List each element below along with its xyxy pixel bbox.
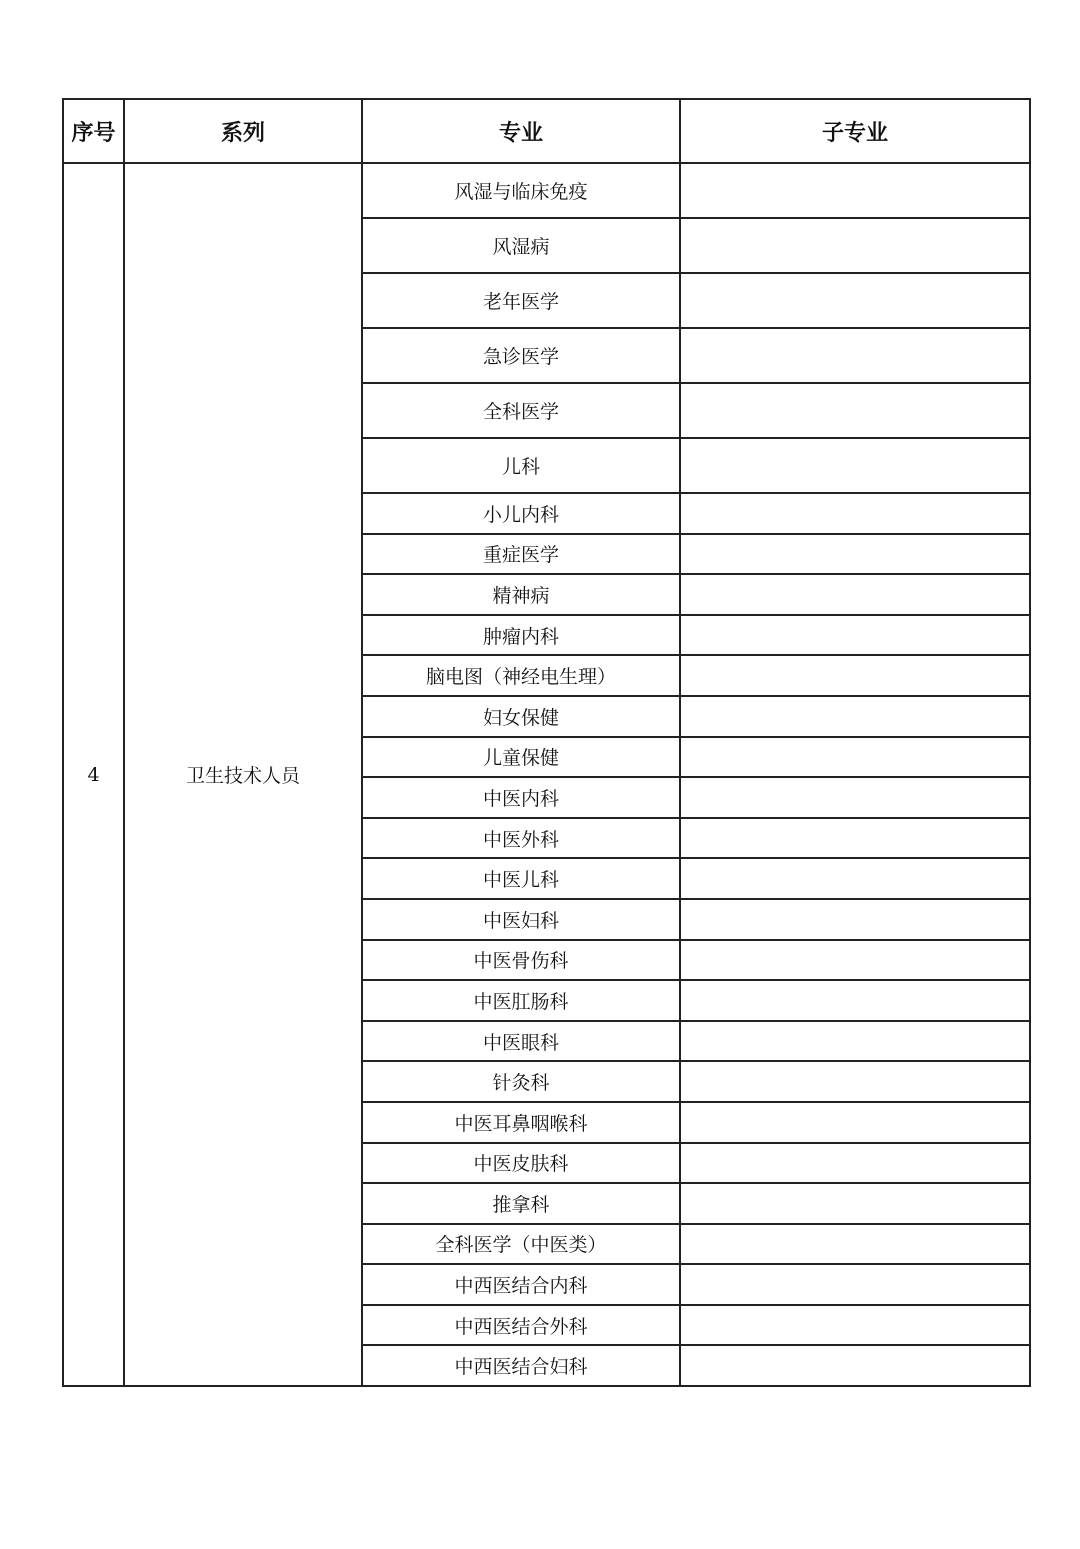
specialty-cell: 中医外科 [362, 818, 680, 859]
sub-specialty-cell [680, 493, 1030, 534]
sub-specialty-cell [680, 655, 1030, 696]
specialty-cell: 肿瘤内科 [362, 615, 680, 656]
sub-specialty-cell [680, 438, 1030, 493]
group-seq-cell: 4 [63, 163, 124, 1386]
sub-specialty-cell [680, 777, 1030, 818]
specialty-cell: 妇女保健 [362, 696, 680, 737]
sub-specialty-cell [680, 163, 1030, 218]
group-series-cell: 卫生技术人员 [124, 163, 362, 1386]
specialty-cell: 风湿与临床免疫 [362, 163, 680, 218]
sub-specialty-cell [680, 574, 1030, 615]
sub-specialty-cell [680, 858, 1030, 899]
sub-specialty-cell [680, 1264, 1030, 1305]
table-body [63, 163, 1030, 1386]
specialty-cell: 急诊医学 [362, 328, 680, 383]
specialty-cell: 脑电图（神经电生理） [362, 655, 680, 696]
header-series: 系列 [124, 99, 362, 163]
sub-specialty-cell [680, 615, 1030, 656]
specialty-cell: 全科医学（中医类） [362, 1224, 680, 1265]
specialty-cell: 全科医学 [362, 383, 680, 438]
specialty-cell: 中医肛肠科 [362, 980, 680, 1021]
specialty-cell: 中西医结合妇科 [362, 1345, 680, 1386]
specialty-cell: 儿科 [362, 438, 680, 493]
specialty-cell: 中医内科 [362, 777, 680, 818]
sub-specialty-cell [680, 940, 1030, 981]
header-row [63, 99, 1030, 163]
specialty-cell: 针灸科 [362, 1061, 680, 1102]
specialty-cell: 小儿内科 [362, 493, 680, 534]
table-header [63, 99, 1030, 163]
sub-specialty-cell [680, 1143, 1030, 1184]
sub-specialty-cell [680, 534, 1030, 575]
sub-specialty-cell [680, 980, 1030, 1021]
specialty-cell: 风湿病 [362, 218, 680, 273]
sub-specialty-cell [680, 696, 1030, 737]
specialty-cell: 中医皮肤科 [362, 1143, 680, 1184]
specialty-cell: 重症医学 [362, 534, 680, 575]
specialty-cell: 中西医结合内科 [362, 1264, 680, 1305]
sub-specialty-cell [680, 1305, 1030, 1346]
sub-specialty-cell [680, 1224, 1030, 1265]
specialty-cell: 儿童保健 [362, 737, 680, 778]
sub-specialty-cell [680, 273, 1030, 328]
specialty-cell: 中西医结合外科 [362, 1305, 680, 1346]
specialty-table [62, 98, 1031, 1387]
sub-specialty-cell [680, 818, 1030, 859]
sub-specialty-cell [680, 218, 1030, 273]
sub-specialty-cell [680, 383, 1030, 438]
specialty-cell: 推拿科 [362, 1183, 680, 1224]
specialty-cell: 老年医学 [362, 273, 680, 328]
sub-specialty-cell [680, 1102, 1030, 1143]
header-seq: 序号 [63, 99, 124, 163]
specialty-cell: 精神病 [362, 574, 680, 615]
sub-specialty-cell [680, 899, 1030, 940]
sub-specialty-cell [680, 1183, 1030, 1224]
sub-specialty-cell [680, 1345, 1030, 1386]
sub-specialty-cell [680, 1021, 1030, 1062]
specialty-cell: 中医骨伤科 [362, 940, 680, 981]
header-sub-specialty: 子专业 [680, 99, 1030, 163]
sub-specialty-cell [680, 1061, 1030, 1102]
table-row [63, 163, 1030, 218]
sub-specialty-cell [680, 328, 1030, 383]
specialty-cell: 中医眼科 [362, 1021, 680, 1062]
header-specialty: 专业 [362, 99, 680, 163]
sub-specialty-cell [680, 737, 1030, 778]
specialty-cell: 中医儿科 [362, 858, 680, 899]
specialty-cell: 中医妇科 [362, 899, 680, 940]
specialty-cell: 中医耳鼻咽喉科 [362, 1102, 680, 1143]
